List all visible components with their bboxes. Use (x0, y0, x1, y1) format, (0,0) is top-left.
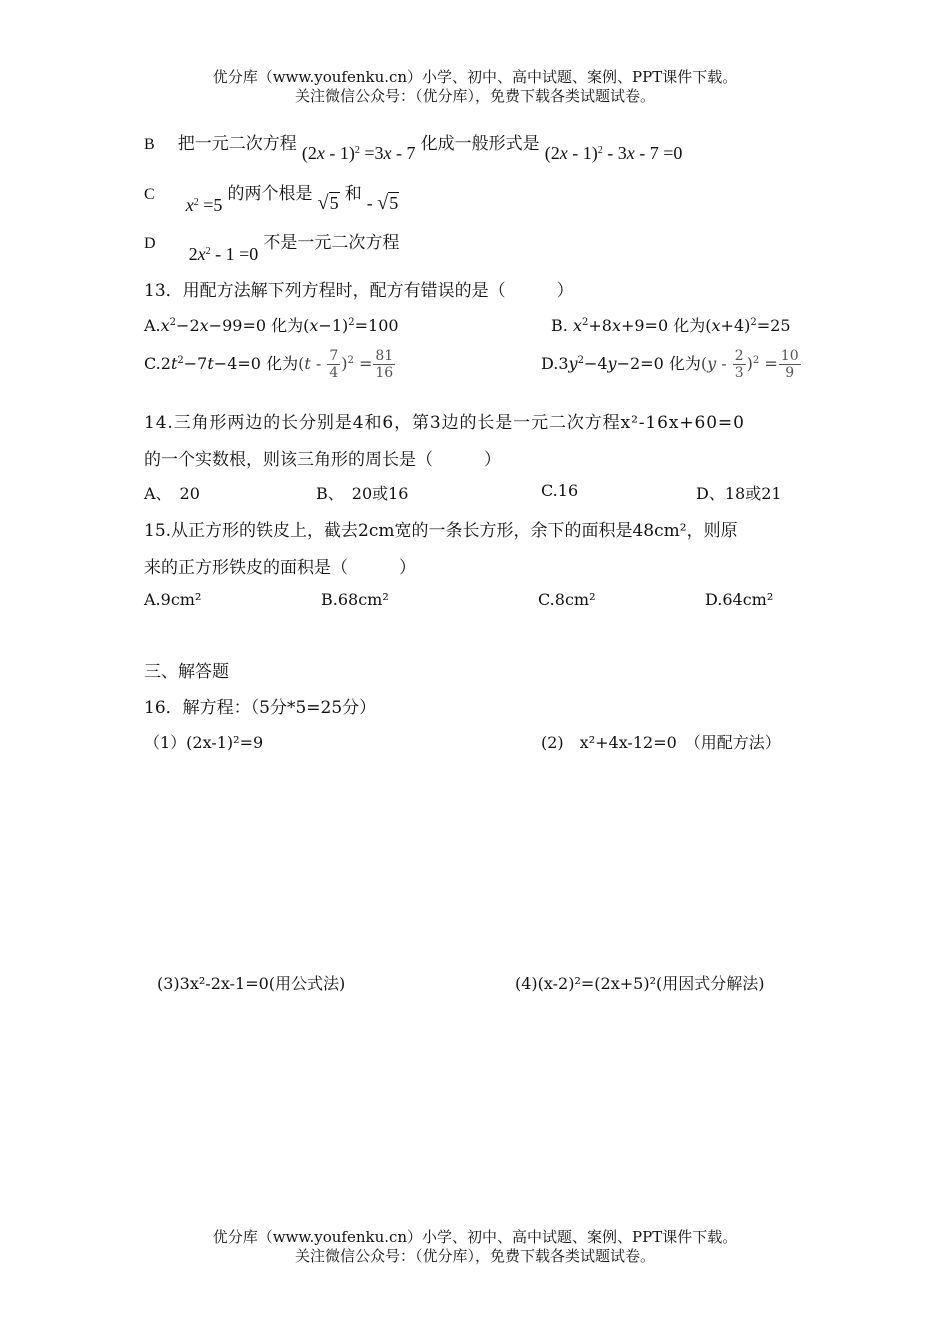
q16-part-4: (4)(x-2)²=(2x+5)²(用因式分解法) (515, 974, 765, 993)
q12-option-b (144, 129, 683, 163)
math-expression: $x^2-2x-99=0$ (160, 316, 272, 335)
q14-option-a: A、 20 (144, 484, 200, 503)
math-expression: (2x - 1)$^2$ - 3x - 7 =0 (544, 143, 683, 163)
math-expression: $2x^2 - 1 =0$ (188, 244, 259, 264)
option-letter: A. (144, 316, 161, 335)
q12-option-d (144, 228, 400, 264)
math-expression: $x^2+8x+9=0$ (572, 316, 674, 335)
option-letter: B. (551, 316, 568, 335)
q13-option-a (144, 313, 399, 336)
q15-option-d: D.64cm² (705, 590, 774, 609)
q16-part-3: (3)3x²-2x-1=0(用公式法) (157, 974, 346, 993)
option-text: 的两个根是 (227, 184, 313, 204)
q14-option-d: D、18或21 (696, 484, 782, 503)
q15-option-b: B.68cm² (321, 590, 389, 609)
option-text: 化为 (266, 354, 299, 373)
q14-stem-line-1: 14.三角形两边的长分别是4和6，第3边的长是一元二次方程x²-16x+60=0 (144, 413, 745, 433)
neg-sqrt-5: - √5 (366, 192, 399, 214)
q13-stem: 13．用配方法解下列方程时，配方有错误的是（ ） (144, 281, 574, 301)
q13-option-d (541, 348, 802, 381)
option-letter: D (144, 235, 156, 252)
math-expression: (y - $\frac{2}{3}$ )$^2$ = $\frac{10}{9}$ (700, 348, 799, 381)
q12-option-c (144, 179, 399, 215)
q13-option-b (551, 313, 791, 336)
math-expression: (2x - 1)$^2$ =3x - 7 (301, 143, 416, 163)
header-line-2: 关注微信公众号：（优分库），免费下载各类试题试卷。 (294, 87, 655, 105)
option-text: 把一元二次方程 (177, 134, 297, 154)
q13-option-c (144, 348, 396, 381)
q14-option-b: B、 20或16 (316, 484, 409, 503)
math-expression: $x^2 =5$ (185, 195, 223, 215)
q15-stem-line-2: 来的正方形铁皮的面积是（ ） (144, 558, 416, 578)
option-letter: D. (541, 354, 559, 373)
q16-part-1: （1）(2x-1)²=9 (144, 733, 264, 752)
option-letter: C (144, 186, 155, 203)
option-text: 化成一般形式是 (420, 134, 540, 154)
q15-stem-line-1: 15.从正方形的铁皮上，截去2cm宽的一条长方形，余下的面积是48cm²，则原 (144, 521, 738, 541)
math-expression: (t - $\frac{7}{4}$ )$^2$ = $\frac{81}{16}$ (298, 348, 394, 381)
sqrt-5: √5 (317, 192, 339, 214)
q14-option-c: C.16 (541, 481, 579, 500)
header-line-1: 优分库（www.youfenku.cn）小学、初中、高中试题、案例、PPT课件下载。 (212, 68, 738, 86)
q16-stem: 16．解方程：（5分*5=25分） (144, 698, 377, 718)
section-3-title: 三、解答题 (144, 662, 229, 682)
option-letter: B (144, 136, 155, 153)
q15-option-c: C.8cm² (538, 590, 596, 609)
q16-part-2: (2) x²+4x-12=0 （用配方法） (541, 733, 781, 752)
footer-line-2: 关注微信公众号：（优分库），免费下载各类试题试卷。 (294, 1247, 655, 1265)
option-text: 和 (344, 184, 362, 204)
option-text: 不是一元二次方程 (263, 233, 400, 253)
option-text: 化为 (673, 316, 706, 335)
option-text: 化为 (271, 316, 304, 335)
math-expression: $(x-1)^2=100$ (303, 316, 399, 335)
q15-option-a: A.9cm² (144, 590, 202, 609)
math-expression: $2t^2-7t-4=0$ (160, 354, 267, 373)
option-letter: C. (144, 354, 161, 373)
math-expression: $(x+4)^2=25$ (705, 316, 791, 335)
q14-stem-line-2: 的一个实数根，则该三角形的周长是（ ） (144, 450, 501, 470)
math-expression: $3y^2-4y-2=0$ (558, 354, 669, 373)
option-text: 化为 (668, 354, 701, 373)
footer-line-1: 优分库（www.youfenku.cn）小学、初中、高中试题、案例、PPT课件下载。 (212, 1228, 738, 1246)
